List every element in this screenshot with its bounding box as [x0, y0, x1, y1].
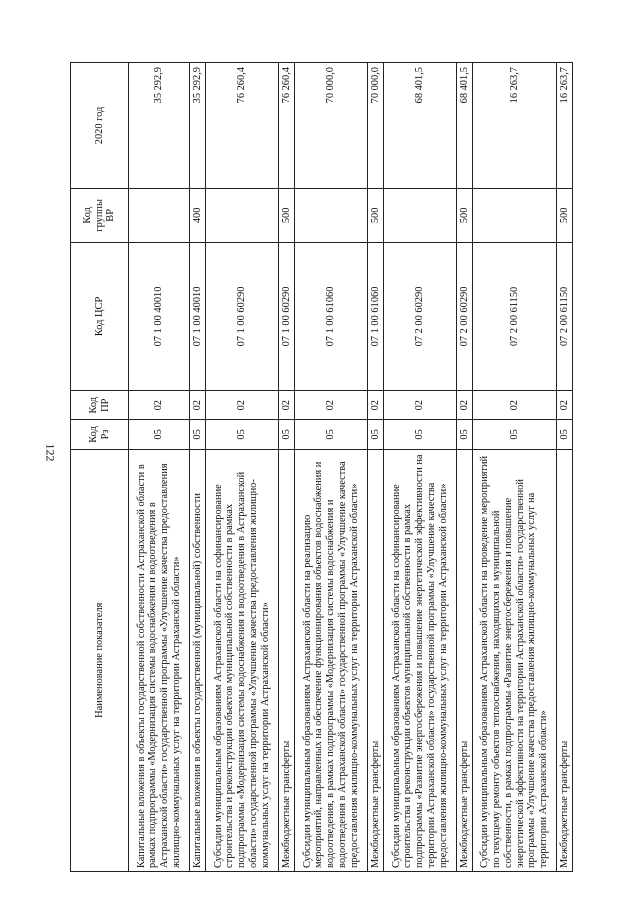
header-vr: Код группы ВР: [71, 188, 129, 242]
row-value: 16 263,7: [557, 63, 573, 189]
table-row: [368, 63, 384, 872]
header-pr: Код ПР: [71, 391, 129, 420]
row-pr: 02: [279, 391, 295, 420]
table-row: [190, 63, 206, 872]
row-value: 16 263,7: [473, 63, 557, 189]
rotated-table-container: [70, 62, 572, 872]
row-vr: [206, 188, 279, 242]
row-rz: 05: [190, 420, 206, 449]
row-pr: 02: [368, 391, 384, 420]
row-rz: 05: [384, 420, 457, 449]
row-vr: [473, 188, 557, 242]
row-vr: [295, 188, 368, 242]
row-rz: 05: [206, 420, 279, 449]
row-name: Субсидии муниципальным образованиям Астраханской области на софинансирование строительства и реконструкции объектов муниципальной собственности в рамках подпрограммы «Развитие энергосбережения и повышение энергетической эффективности на территории Астраханской области» государственной программы «Улучшение качества предоставления жилищно-коммунальных услуг на территории Астраханской области»: [384, 449, 457, 871]
row-rz: 05: [279, 420, 295, 449]
header-year: 2020 год: [71, 63, 129, 189]
row-csr: 07 1 00 60290: [206, 242, 279, 390]
table-row: [384, 63, 457, 872]
row-pr: 02: [129, 391, 190, 420]
budget-table: [70, 62, 573, 872]
row-vr: 500: [279, 188, 295, 242]
row-vr: [129, 188, 190, 242]
row-csr: 07 1 00 61060: [295, 242, 368, 390]
header-name: Наименование показателя: [71, 449, 129, 871]
table-row: [457, 63, 473, 872]
row-value: 68 401,5: [457, 63, 473, 189]
row-name: Капитальные вложения в объекты государственной (муниципальной) собственности: [190, 449, 206, 871]
row-vr: 400: [190, 188, 206, 242]
row-value: 68 401,5: [384, 63, 457, 189]
row-name: Субсидии муниципальным образованиям Астраханской области на реализацию мероприятий, направленных на обеспечение функционирования объектов водоснабжения и водоотведения, в рамках подпрограммы «Модернизация системы водоснабжения и водоотведения в Астраханской области» государственной программы «Улучшение качества предоставления жилищно-коммунальных услуг на территории Астраханской области»: [295, 449, 368, 871]
row-pr: 02: [473, 391, 557, 420]
row-csr: 07 1 00 40010: [190, 242, 206, 390]
row-csr: 07 2 00 60290: [384, 242, 457, 390]
table-row: [129, 63, 190, 872]
row-value: 70 000,0: [295, 63, 368, 189]
row-value: 35 292,9: [129, 63, 190, 189]
table-row: [279, 63, 295, 872]
row-value: 70 000,0: [368, 63, 384, 189]
row-csr: 07 1 00 61060: [368, 242, 384, 390]
table-row: [206, 63, 279, 872]
row-name: Субсидии муниципальным образованиям Астраханской области на софинансирование строительства и реконструкции объектов муниципальной собственности в рамках подпрограммы «Модернизация системы водоснабжения и водоотведения в Астраханской области» государственной программы «Улучшение качества предоставления жилищно-коммунальных услуг на территории Астраханской области»: [206, 449, 279, 871]
row-csr: 07 1 00 60290: [279, 242, 295, 390]
table-header-row: [71, 63, 129, 872]
row-pr: 02: [457, 391, 473, 420]
row-vr: 500: [557, 188, 573, 242]
header-csr: Код ЦСР: [71, 242, 129, 390]
row-csr: 07 2 00 60290: [457, 242, 473, 390]
row-name: Межбюджетные трансферты: [457, 449, 473, 871]
table-row: [473, 63, 557, 872]
row-value: 76 260,4: [279, 63, 295, 189]
row-csr: 07 2 00 61150: [473, 242, 557, 390]
row-rz: 05: [295, 420, 368, 449]
row-rz: 05: [557, 420, 573, 449]
row-value: 76 260,4: [206, 63, 279, 189]
table-row: [295, 63, 368, 872]
row-name: Межбюджетные трансферты: [557, 449, 573, 871]
row-pr: 02: [557, 391, 573, 420]
row-csr: 07 2 00 61150: [557, 242, 573, 390]
row-name: Субсидии муниципальным образованиям Астраханской области на проведение мероприятий по текущему ремонту объектов теплоснабжения, находящихся в муниципальной собственности, в рамках подпрограммы «Развитие энергосбережения и повышение энергетической эффективности на территории Астраханской области» государственной программы «Улучшение качества предоставления жилищно-коммунальных услуг на территории Астраханской области»: [473, 449, 557, 871]
row-name: Капитальные вложения в объекты государственной собственности Астраханской области в рамках подпрограммы «Модернизация системы водоснабжения и водоотведения в Астраханской области» государственной программы «Улучшение качества предоставления жилищно-коммунальных услуг на территории Астраханской области»: [129, 449, 190, 871]
row-name: Межбюджетные трансферты: [279, 449, 295, 871]
row-vr: [384, 188, 457, 242]
row-rz: 05: [368, 420, 384, 449]
row-value: 35 292,9: [190, 63, 206, 189]
row-rz: 05: [129, 420, 190, 449]
row-pr: 02: [206, 391, 279, 420]
row-rz: 05: [457, 420, 473, 449]
row-vr: 500: [368, 188, 384, 242]
row-vr: 500: [457, 188, 473, 242]
row-pr: 02: [190, 391, 206, 420]
table-row: [557, 63, 573, 872]
row-csr: 07 1 00 40010: [129, 242, 190, 390]
row-rz: 05: [473, 420, 557, 449]
page-number: 122: [43, 443, 58, 462]
row-pr: 02: [295, 391, 368, 420]
row-name: Межбюджетные трансферты: [368, 449, 384, 871]
row-pr: 02: [384, 391, 457, 420]
header-rz: Код Рз: [71, 420, 129, 449]
